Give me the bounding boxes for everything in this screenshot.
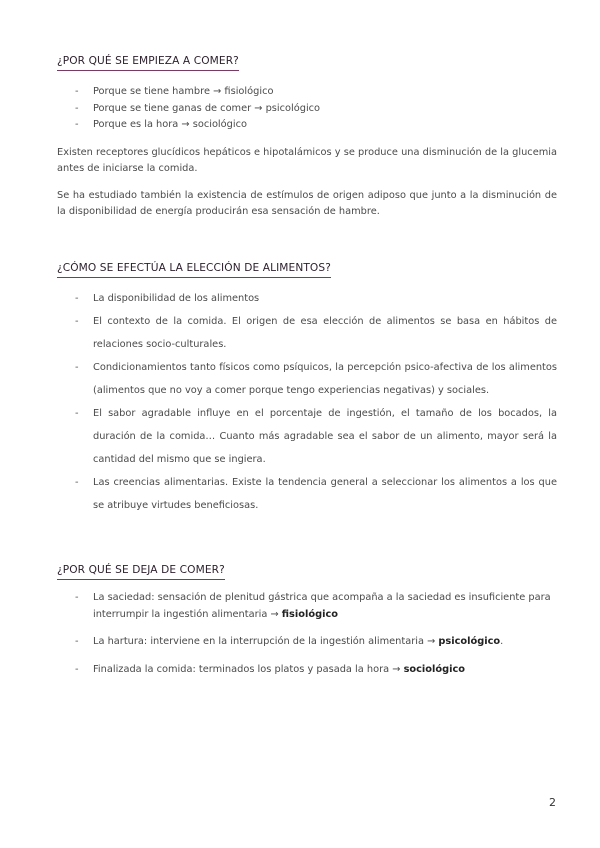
paragraph-adipose-stimuli: Se ha estudiado también la existencia de estímulos de origen adiposo que junto a la disminución de la disponibilidad de energía producirán esa sensación de hambre. (57, 190, 557, 217)
item-text: Finalizada la comida: terminados los platos y pasada la hora → (93, 663, 404, 675)
list-item (57, 634, 557, 651)
item-text: La saciedad: sensación de plenitud gástrica que acompaña a la saciedad es insuficiente para interrumpir la ingestión alimentaria → (93, 592, 551, 620)
list-item (57, 662, 557, 679)
list-item: - Condicionamientos tanto físicos como psíquicos, la percepción psico-afectiva de los alimentos (alimentos que no voy a comer porque tengo experiencias negativas) y sociales. (57, 356, 557, 402)
item-text: La hartura: interviene en la interrupción de la ingestión alimentaria → (93, 636, 439, 647)
list-item: - Porque se tiene hambre → fisiológico (57, 84, 557, 101)
list-item: - Porque se tiene ganas de comer → psicológico (57, 101, 557, 118)
stop-eating-list (57, 590, 557, 689)
list-item: - Porque es la hora → sociológico (57, 117, 557, 134)
list-item: - El sabor agradable influye en el porcentaje de ingestión, el tamaño de los bocados, la duración de la comida… Cuanto más agradable sea el sabor de un alimento, mayor será la cantidad del mismo que se ingiera. (57, 402, 557, 471)
section-heading-food-choice: ¿CÓMO SE EFECTÚA LA ELECCIÓN DE ALIMENTOS? (57, 262, 331, 278)
list-item (57, 590, 557, 623)
start-eating-list (57, 84, 557, 134)
list-item: - Las creencias alimentarias. Existe la tendencia general a seleccionar los alimentos a los que se atribuye virtudes beneficiosas. (57, 471, 557, 517)
food-choice-list (57, 287, 557, 517)
list-item: - El contexto de la comida. El origen de esa elección de alimentos se basa en hábitos de relaciones socio-culturales. (57, 310, 557, 356)
item-suffix: . (500, 636, 504, 647)
paragraph-receptors: Existen receptores glucídicos hepáticos e hipotalámicos y se produce una disminución de la glucemia antes de iniciarse la comida. (57, 147, 557, 174)
section-heading-start-eating: ¿POR QUÉ SE EMPIEZA A COMER? (57, 55, 239, 71)
list-item: - La disponibilidad de los alimentos (57, 287, 557, 310)
item-keyword: fisiológico (281, 608, 338, 620)
item-keyword: sociológico (403, 663, 466, 675)
section-heading-stop-eating: ¿POR QUÉ SE DEJA DE COMER? (57, 564, 225, 580)
page-number: 2 (549, 796, 556, 809)
item-keyword: psicológico (438, 636, 501, 647)
